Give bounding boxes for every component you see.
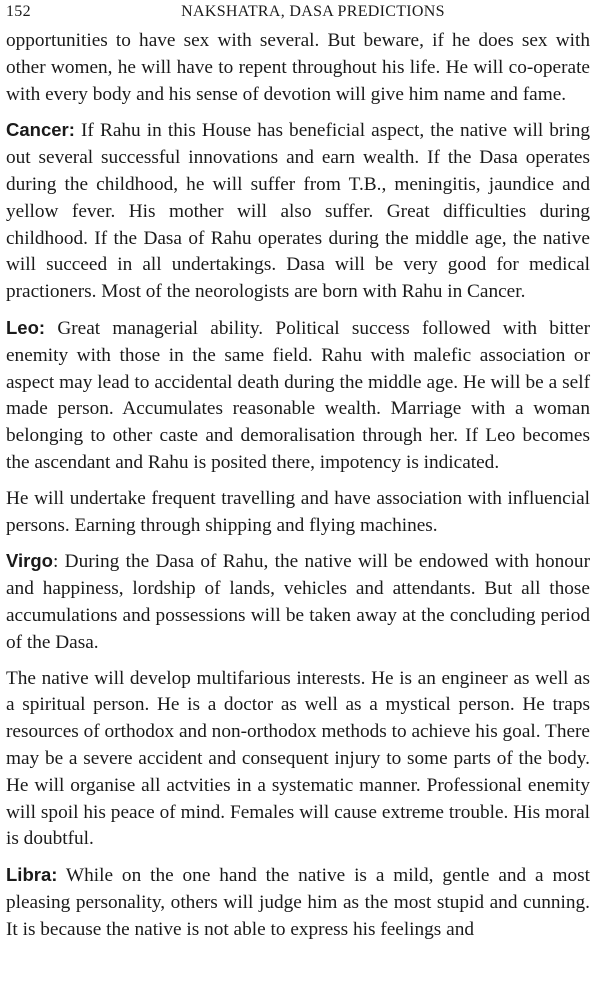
- paragraph-text: opportunities to have sex with several. But beware, if he does sex with other women, he will have to repent throughout his life. He will co-operate with every body and his sense of devotion will give him name and fame.: [6, 30, 590, 105]
- paragraph: [6, 28, 590, 108]
- page-number: 152: [6, 3, 31, 20]
- paragraph: [6, 666, 590, 854]
- paragraph-text: The native will develop multifarious interests. He is an engineer as well as a spiritual person. He is a doctor as well as a mystical person. He traps resources of orthodox and non-orthodox methods to achieve his goal. There may be a severe accident and consequent injury to some parts of the body. He will organise all actvities in a systematic manner. Professional enemity will spoil his peace of mind. Females will cause extreme trouble. His moral is doubtful.: [6, 667, 590, 850]
- page-header: [6, 0, 590, 24]
- sign-heading-leo: Leo:: [6, 316, 46, 338]
- paragraph-leo: [6, 315, 590, 477]
- paragraph-cancer: [6, 117, 590, 306]
- paragraph: [6, 486, 590, 540]
- paragraph-virgo: [6, 548, 590, 656]
- paragraph-text: While on the one hand the native is a mild, gentle and a most pleasing personality, others will judge him as the most stupid and cunning. It is because the native is not able to express his feelings and: [6, 865, 590, 940]
- paragraph-text: Great managerial ability. Political success followed with bitter enemity with those in the same field. Rahu with malefic association or aspect may lead to accidental death during the middle age. He will be a self made person. Accumulates reasonable wealth. Marriage with a woman belonging to other caste and demoralisation through her. If Leo becomes the ascendant and Rahu is posited there, impotency is indicated.: [6, 317, 590, 473]
- sign-heading-virgo: Virgo: [6, 550, 53, 572]
- sign-heading-libra: Libra:: [6, 864, 58, 886]
- paragraph-text: If Rahu in this House has beneficial aspect, the native will bring out several successful innovations and earn wealth. If the Dasa operates during the childhood, he will suffer from T.B., meningitis, jaundice and yellow fever. His mother will also suffer. Great difficulties during childhood. If the Dasa of Rahu operates during the middle age, the native will succeed in all undertakings. Dasa will be very good for medical practioners. Most of the neorologists are born with Rahu in Cancer.: [6, 120, 590, 303]
- sign-heading-cancer: Cancer:: [6, 119, 75, 141]
- paragraph-libra: [6, 862, 590, 943]
- paragraph-text: He will undertake frequent travelling and have association with influencial persons. Earning through shipping and flying machines.: [6, 487, 590, 536]
- running-head: NAKSHATRA, DASA PREDICTIONS: [181, 3, 445, 20]
- paragraph-text: : During the Dasa of Rahu, the native will be endowed with honour and happiness, lordship of lands, vehicles and attendants. But all those accumulations and possessions will be taken away at the concluding period of the Dasa.: [6, 551, 590, 653]
